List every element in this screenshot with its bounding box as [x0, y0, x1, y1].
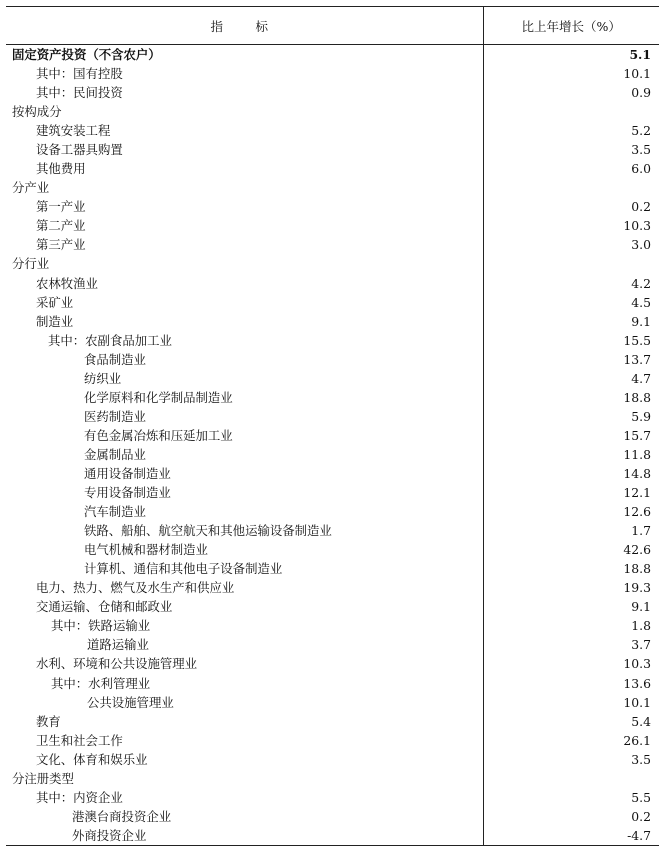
- table-row: [6, 140, 659, 159]
- table-row: [6, 331, 659, 350]
- indicator-cell: 其中：民间投资: [6, 83, 483, 102]
- indicator-cell: 分行业: [6, 254, 483, 273]
- growth-value-cell: 18.8: [623, 561, 651, 577]
- growth-value-cell: 19.3: [623, 580, 651, 596]
- indicator-cell: 化学原料和化学制品制造业: [6, 388, 483, 407]
- table-row: [6, 502, 659, 521]
- indicator-cell: 计算机、通信和其他电子设备制造业: [6, 559, 483, 578]
- table-row: [6, 616, 659, 635]
- indicator-cell: 卫生和社会工作: [6, 731, 483, 750]
- growth-value-cell: 10.3: [623, 656, 651, 672]
- indicator-cell: 文化、体育和娱乐业: [6, 750, 483, 769]
- table-row: [6, 216, 659, 235]
- growth-value-cell: 9.1: [631, 313, 651, 329]
- indicator-cell: 固定资产投资（不含农户）: [6, 45, 483, 65]
- indicator-cell: 设备工器具购置: [6, 140, 483, 159]
- growth-value-cell: 1.8: [631, 618, 651, 634]
- indicator-cell: 第一产业: [6, 197, 483, 216]
- table-row: [6, 64, 659, 83]
- table-row: [6, 235, 659, 254]
- table-row: [6, 445, 659, 464]
- growth-value-cell: 15.5: [623, 332, 651, 348]
- table-row: [6, 254, 659, 273]
- indicator-cell: 铁路、船舶、航空航天和其他运输设备制造业: [6, 521, 483, 540]
- growth-value-cell: 26.1: [623, 732, 651, 748]
- table-row: [6, 559, 659, 578]
- growth-value-cell: [483, 254, 659, 273]
- indicator-cell: 通用设备制造业: [6, 464, 483, 483]
- growth-value-cell: 0.9: [631, 85, 651, 101]
- indicator-cell: 其中：内资企业: [6, 788, 483, 807]
- growth-value-cell: 10.1: [623, 694, 651, 710]
- indicator-cell: 纺织业: [6, 369, 483, 388]
- indicator-cell: 专用设备制造业: [6, 483, 483, 502]
- growth-value-cell: [483, 178, 659, 197]
- growth-value-cell: 4.7: [631, 370, 651, 386]
- indicator-cell: 第三产业: [6, 235, 483, 254]
- table-row: [6, 712, 659, 731]
- growth-value-cell: [483, 769, 659, 788]
- growth-value-cell: 5.1: [629, 47, 651, 62]
- growth-value-cell: 10.1: [623, 66, 651, 82]
- indicator-column-header: 指 标: [6, 7, 483, 45]
- growth-value-cell: 12.1: [623, 485, 651, 501]
- table-row: [6, 788, 659, 807]
- table-row: [6, 674, 659, 693]
- indicator-cell: 分产业: [6, 178, 483, 197]
- table-row: [6, 293, 659, 312]
- growth-value-cell: 10.3: [623, 218, 651, 234]
- indicator-cell: 分注册类型: [6, 769, 483, 788]
- table-row: [6, 693, 659, 712]
- indicator-cell: 采矿业: [6, 293, 483, 312]
- table-body: [6, 45, 659, 846]
- table-row: [6, 464, 659, 483]
- growth-value-cell: 3.5: [631, 751, 651, 767]
- growth-value-cell: 15.7: [623, 427, 651, 443]
- growth-value-cell: 6.0: [631, 161, 651, 177]
- indicator-cell: 有色金属冶炼和压延加工业: [6, 426, 483, 445]
- growth-value-cell: 5.9: [631, 408, 651, 424]
- growth-value-cell: 0.2: [631, 808, 651, 824]
- table-row: [6, 750, 659, 769]
- indicator-cell: 道路运输业: [6, 635, 483, 654]
- growth-column-header: 比上年增长（%）: [483, 7, 659, 45]
- table-row: [6, 274, 659, 293]
- growth-value-cell: 5.5: [631, 789, 651, 805]
- table-header: [6, 7, 659, 45]
- table-row: [6, 540, 659, 559]
- table-row: [6, 654, 659, 673]
- indicator-cell: 汽车制造业: [6, 502, 483, 521]
- table-row: [6, 578, 659, 597]
- indicator-cell: 第二产业: [6, 216, 483, 235]
- growth-value-cell: 13.7: [623, 351, 651, 367]
- indicator-cell: 其中：农副食品加工业: [6, 331, 483, 350]
- growth-value-cell: 0.2: [631, 199, 651, 215]
- indicator-cell: 公共设施管理业: [6, 693, 483, 712]
- table-row: [6, 407, 659, 426]
- table-row: [6, 597, 659, 616]
- table-row: [6, 521, 659, 540]
- table-row: [6, 45, 659, 65]
- growth-value-cell: 42.6: [623, 542, 651, 558]
- indicator-cell: 其中：水利管理业: [6, 674, 483, 693]
- growth-value-cell: 5.4: [631, 713, 651, 729]
- growth-value-cell: 3.7: [631, 637, 651, 653]
- table-row: [6, 635, 659, 654]
- growth-value-cell: 3.0: [631, 237, 651, 253]
- indicator-cell: 农林牧渔业: [6, 274, 483, 293]
- growth-value-cell: 14.8: [623, 466, 651, 481]
- growth-value-cell: 9.1: [631, 599, 651, 615]
- table-row: [6, 178, 659, 197]
- table-row: [6, 121, 659, 140]
- indicator-cell: 食品制造业: [6, 350, 483, 369]
- growth-value-cell: [483, 102, 659, 121]
- table-row: [6, 769, 659, 788]
- indicator-cell: 制造业: [6, 312, 483, 331]
- growth-value-cell: 4.2: [631, 275, 651, 291]
- indicator-cell: 其他费用: [6, 159, 483, 178]
- indicator-cell: 交通运输、仓储和邮政业: [6, 597, 483, 616]
- fixed-asset-investment-table: [6, 6, 659, 846]
- table-row: [6, 731, 659, 750]
- growth-value-cell: 1.7: [631, 523, 651, 539]
- table-row: [6, 483, 659, 502]
- indicator-cell: 按构成分: [6, 102, 483, 121]
- indicator-cell: 其中：铁路运输业: [6, 616, 483, 635]
- table-row: [6, 350, 659, 369]
- table-row: [6, 426, 659, 445]
- investment-table-container: [6, 6, 659, 846]
- indicator-cell: 教育: [6, 712, 483, 731]
- indicator-cell: 电气机械和器材制造业: [6, 540, 483, 559]
- growth-value-cell: 4.5: [631, 294, 651, 310]
- table-row: [6, 197, 659, 216]
- header-row: [6, 7, 659, 45]
- indicator-cell: 港澳台商投资企业: [6, 807, 483, 826]
- table-row: [6, 83, 659, 102]
- table-row: [6, 826, 659, 846]
- table-row: [6, 369, 659, 388]
- table-row: [6, 312, 659, 331]
- indicator-cell: 电力、热力、燃气及水生产和供应业: [6, 578, 483, 597]
- indicator-cell: 金属制品业: [6, 445, 483, 464]
- table-row: [6, 159, 659, 178]
- indicator-cell: 建筑安装工程: [6, 121, 483, 140]
- table-row: [6, 807, 659, 826]
- table-row: [6, 388, 659, 407]
- growth-value-cell: 11.8: [623, 446, 651, 462]
- table-row: [6, 102, 659, 121]
- growth-value-cell: 18.8: [623, 389, 651, 405]
- growth-value-cell: 5.2: [631, 123, 651, 139]
- growth-value-cell: 3.5: [631, 142, 651, 158]
- indicator-cell: 外商投资企业: [6, 826, 483, 846]
- growth-value-cell: -4.7: [483, 826, 659, 846]
- indicator-cell: 医药制造业: [6, 407, 483, 426]
- growth-value-cell: 13.6: [623, 675, 651, 691]
- growth-value-cell: 12.6: [623, 504, 651, 520]
- indicator-cell: 水利、环境和公共设施管理业: [6, 654, 483, 673]
- indicator-cell: 其中：国有控股: [6, 64, 483, 83]
